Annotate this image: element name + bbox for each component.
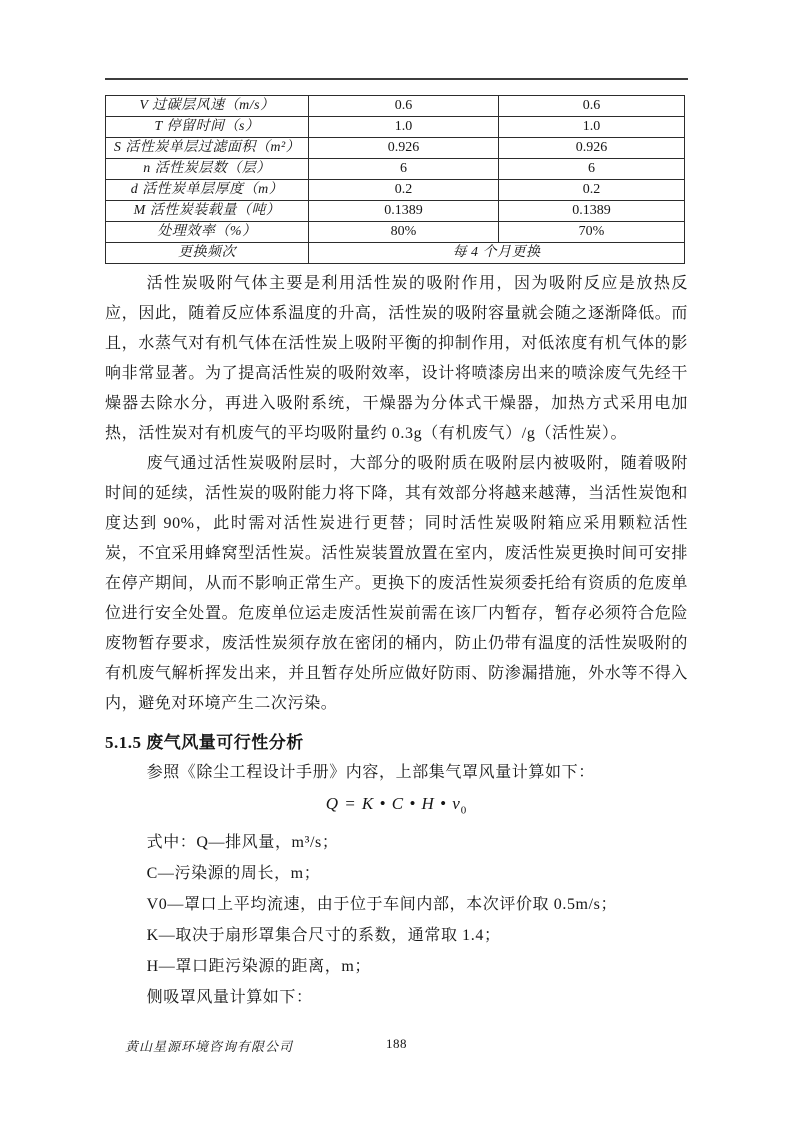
param-value: 0.6 bbox=[499, 96, 685, 117]
param-value: 0.1389 bbox=[309, 201, 499, 222]
body-paragraph-adsorption: 活性炭吸附气体主要是利用活性炭的吸附作用，因为吸附反应是放热反应，因此，随着反应体系温度的升高，活性炭的吸附容量就会随之逐渐降低。而且，水蒸气对有机气体在活性炭上吸附平衡的抑制作用，对低浓度有机气体的影响非常显著。为了提高活性炭的吸附效率，设计将喷漆房出来的喷涂废气先经干燥器去除水分，再进入吸附系统，干燥器为分体式干燥器，加热方式采用电加热，活性炭对有机废气的平均吸附量约 0.3g（有机废气）/g（活性炭）。 bbox=[105, 275, 688, 442]
param-value: 6 bbox=[499, 159, 685, 180]
table-row bbox=[106, 138, 685, 159]
param-value-merged: 每 4 个月更换 bbox=[309, 243, 685, 264]
definition-line-h: H—罩口距污染源的距离，m； bbox=[146, 958, 371, 976]
table-row bbox=[106, 96, 685, 117]
param-value: 1.0 bbox=[499, 117, 685, 138]
page-footer bbox=[105, 1036, 688, 1056]
formula-expression: Q = K • C • H • v bbox=[325, 794, 461, 813]
page-content bbox=[105, 78, 688, 1013]
side-hood-intro-line: 侧吸罩风量计算如下： bbox=[146, 989, 313, 1007]
body-paragraph-replacement: 废气通过活性炭吸附层时，大部分的吸附质在吸附层内被吸附，随着吸附时间的延续，活性炭的吸附能力将下降，其有效部分将越来越薄，当活性炭饱和度达到 90%，此时需对活性炭进行更替；同时活性炭吸附箱应采用颗粒活性炭，不宜采用蜂窝型活性炭。活性炭装置放置在室内，废活性炭更换时间可安排在停产期间，从而不影响正常生产。更换下的废活性炭须委托给有资质的危废单位进行安全处置。危废单位运走废活性炭前需在该厂内暂存，暂存必须符合危险废物暂存要求，废活性炭须存放在密闭的桶内，防止仍带有温度的活性炭吸附的有机废气解析挥发出来，并且暂存处所应做好防雨、防渗漏措施，外水等不得入内，避免对环境产生二次污染。 bbox=[105, 455, 688, 712]
activated-carbon-parameters-table bbox=[105, 95, 685, 264]
table-row bbox=[106, 180, 685, 201]
table-row bbox=[106, 159, 685, 180]
param-value: 0.926 bbox=[309, 138, 499, 159]
param-value: 6 bbox=[309, 159, 499, 180]
formula-subscript: 0 bbox=[460, 804, 468, 817]
param-value: 0.6 bbox=[309, 96, 499, 117]
param-label: n 活性炭层数（层） bbox=[106, 159, 309, 180]
definition-line-v0: V0—罩口上平均流速，由于位于车间内部，本次评价取 0.5m/s； bbox=[146, 896, 618, 914]
param-value: 70% bbox=[499, 222, 685, 243]
param-value: 0.2 bbox=[309, 180, 499, 201]
header-divider-line bbox=[105, 78, 688, 80]
param-value: 80% bbox=[309, 222, 499, 243]
airflow-formula bbox=[105, 789, 688, 825]
page-number: 188 bbox=[386, 1036, 407, 1051]
table-row bbox=[106, 117, 685, 138]
param-label: d 活性炭单层厚度（m） bbox=[106, 180, 309, 201]
param-label: 更换频次 bbox=[106, 243, 309, 264]
table-row bbox=[106, 243, 685, 264]
definition-line-c: C—污染源的周长，m； bbox=[146, 865, 321, 883]
param-label: T 停留时间（s） bbox=[106, 117, 309, 138]
param-value: 1.0 bbox=[309, 117, 499, 138]
definition-line-q: 式中：Q—排风量，m³/s； bbox=[146, 834, 339, 852]
param-value: 0.2 bbox=[499, 180, 685, 201]
param-label: V 过碳层风速（m/s） bbox=[106, 96, 309, 117]
formula-intro-line: 参照《除尘工程设计手册》内容，上部集气罩风量计算如下： bbox=[146, 764, 595, 781]
definition-line-k: K—取决于扇形罩集合尺寸的系数，通常取 1.4； bbox=[146, 927, 501, 945]
table-row bbox=[106, 201, 685, 222]
section-heading-5-1-5: 5.1.5 废气风量可行性分析 bbox=[105, 733, 304, 752]
param-label: S 活性炭单层过滤面积（m²） bbox=[106, 138, 309, 159]
param-value: 0.926 bbox=[499, 138, 685, 159]
param-label: M 活性炭装载量（吨） bbox=[106, 201, 309, 222]
footer-company-name: 黄山星源环境咨询有限公司 bbox=[125, 1039, 294, 1054]
table-row bbox=[106, 222, 685, 243]
param-label: 处理效率（%） bbox=[106, 222, 309, 243]
param-value: 0.1389 bbox=[499, 201, 685, 222]
